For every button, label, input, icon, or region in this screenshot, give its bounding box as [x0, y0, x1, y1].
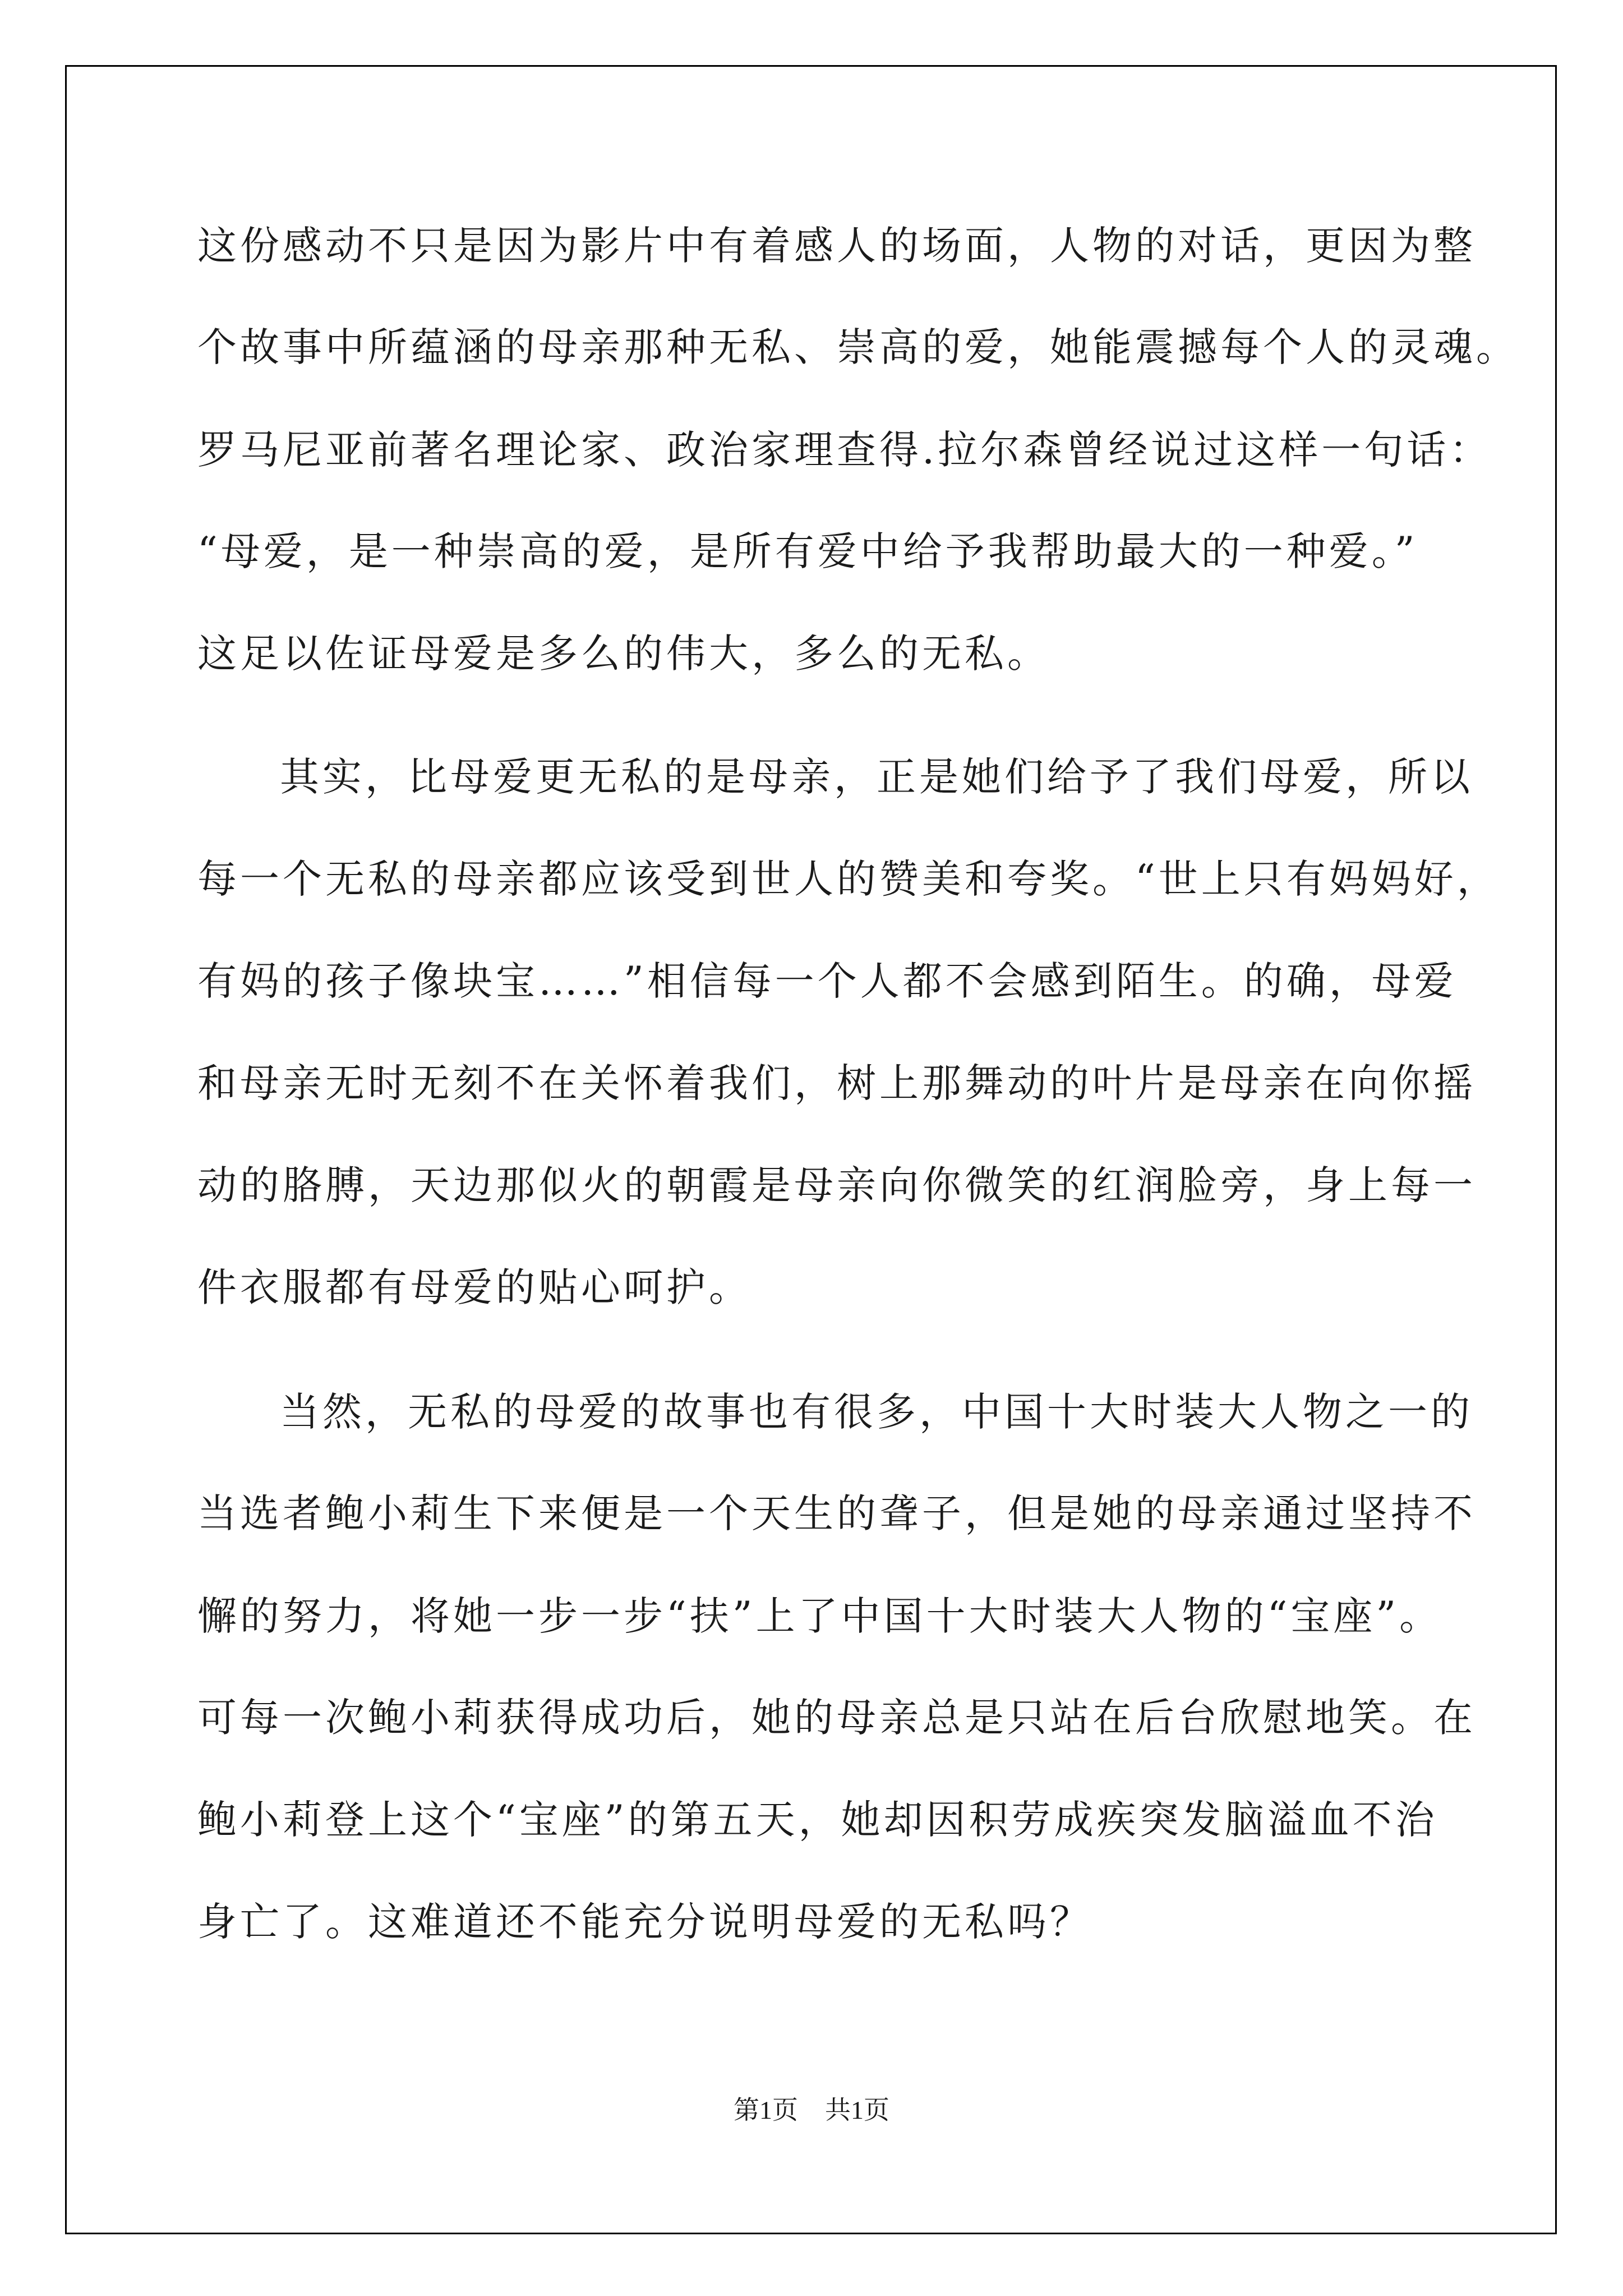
text-line: 鲍小莉登上这个“宝座”的第五天，她却因积劳成疾突发脑溢血不治 [197, 1797, 1438, 1843]
text-line: 每一个无私的母亲都应该受到世人的赞美和夸奖。“世上只有妈妈好， [197, 856, 1500, 902]
text-line: 这足以佐证母爱是多么的伟大，多么的无私。 [197, 631, 1050, 677]
text-line: 当选者鲍小莉生下来便是一个天生的聋子，但是她的母亲通过坚持不 [197, 1490, 1476, 1536]
text-line: 可每一次鲍小莉获得成功后，她的母亲总是只站在后台欣慰地笑。在 [197, 1695, 1476, 1741]
text-line: 懈的努力，将她一步一步“扶”上了中国十大时装大人物的“宝座”。 [197, 1593, 1442, 1639]
text-line: 个故事中所蕴涵的母亲那种无私、崇高的爱，她能震撼每个人的灵魂。 [197, 324, 1519, 370]
text-line: 其实，比母爱更无私的是母亲，正是她们给予了我们母爱，所以 [280, 754, 1473, 800]
page-total: 共1页 [825, 2096, 889, 2124]
text-line: 身亡了。这难道还不能充分说明母爱的无私吗？ [197, 1899, 1092, 1945]
text-line: 件衣服都有母爱的贴心呵护。 [197, 1264, 751, 1310]
text-line: 这份感动不只是因为影片中有着感人的场面，人物的对话，更因为整 [197, 223, 1476, 269]
page-footer [0, 2093, 1623, 2127]
page-number: 第1页 [734, 2096, 798, 2124]
text-line: 罗马尼亚前著名理论家、政治家理查得.拉尔森曾经说过这样一句话： [197, 427, 1492, 473]
text-line: 当然，无私的母爱的故事也有很多，中国十大时装大人物之一的 [280, 1389, 1473, 1435]
text-line: 和母亲无时无刻不在关怀着我们，树上那舞动的叶片是母亲在向你摇 [197, 1060, 1476, 1106]
text-line: 动的胳膊，天边那似火的朝霞是母亲向你微笑的红润脸旁，身上每一 [197, 1162, 1476, 1208]
text-line: 有妈的孩子像块宝……”相信每一个人都不会感到陌生。的确，母爱 [197, 958, 1457, 1004]
text-line: “母爱，是一种崇高的爱，是所有爱中给予我帮助最大的一种爱。” [197, 528, 1418, 574]
